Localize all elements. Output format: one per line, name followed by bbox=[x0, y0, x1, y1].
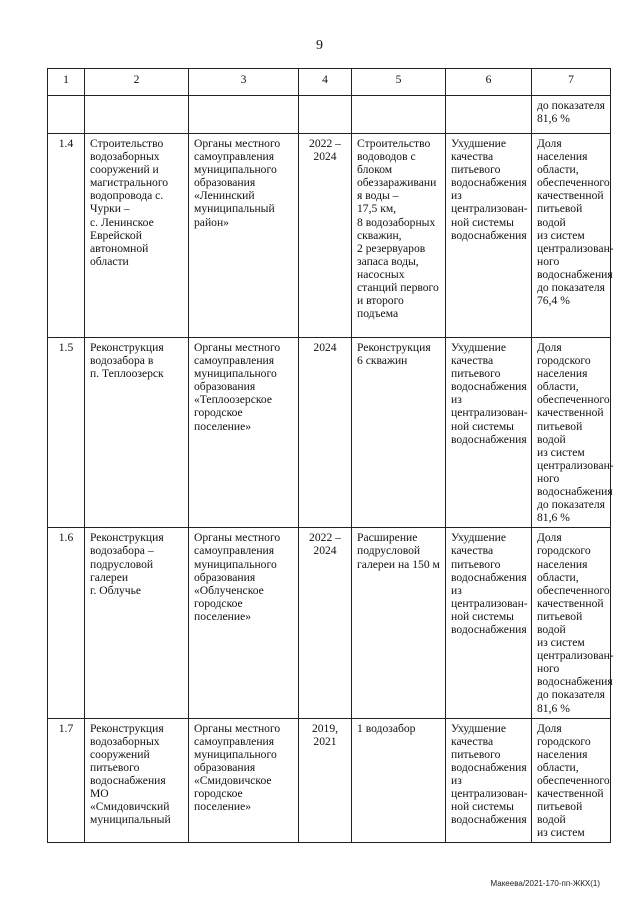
measure-name: Реконструкция водозабора в п. Теплоозерск bbox=[85, 338, 189, 528]
header-cell-2: 2 bbox=[85, 69, 189, 96]
measure-name: Реконструкция водозабора – подрусловой галереи г. Облучье bbox=[85, 528, 189, 718]
row-number: 1.7 bbox=[48, 718, 85, 843]
years: 2022 – 2024 bbox=[299, 134, 352, 338]
years: 2019, 2021 bbox=[299, 718, 352, 843]
table-row bbox=[48, 134, 611, 338]
row-number: 1.4 bbox=[48, 134, 85, 338]
consequence: Ухудшение качества питьевого водоснабжения из централизован- ной системы водоснабжения bbox=[446, 528, 532, 718]
header-cell-4: 4 bbox=[299, 69, 352, 96]
consequence: Ухудшение качества питьевого водоснабжения из централизован- ной системы водоснабжения bbox=[446, 134, 532, 338]
executor: Органы местного самоуправления муниципального образования «Облученское городское поселение» bbox=[189, 528, 299, 718]
page-number: 9 bbox=[316, 38, 323, 53]
work-description: Расширение подрусловой галереи на 150 м bbox=[352, 528, 446, 718]
measures-table bbox=[47, 68, 614, 843]
measure-name: Строительство водозаборных сооружений и магистрального водопровода с. Чурки – с. Ленинское Еврейской автономной области bbox=[85, 134, 189, 338]
cont-cell-3 bbox=[189, 96, 299, 134]
indicator: Доля городского населения области, обеспеченного качественной питьевой водой из систем bbox=[532, 718, 611, 843]
indicator: Доля городского населения области, обеспеченного качественной питьевой водой из систем централизован- ного водоснабжения до показателя 81,6 % bbox=[532, 528, 611, 718]
row-number: 1.5 bbox=[48, 338, 85, 528]
header-cell-5: 5 bbox=[352, 69, 446, 96]
document-code: Макеева/2021-170-пп-ЖКХ(1) bbox=[490, 879, 600, 888]
cont-cell-4 bbox=[299, 96, 352, 134]
cont-cell-7: до показателя 81,6 % bbox=[532, 96, 611, 134]
years: 2024 bbox=[299, 338, 352, 528]
header-cell-3: 3 bbox=[189, 69, 299, 96]
cont-cell-6 bbox=[446, 96, 532, 134]
executor: Органы местного самоуправления муниципального образования «Ленинский муниципальный район» bbox=[189, 134, 299, 338]
row-number: 1.6 bbox=[48, 528, 85, 718]
header-cell-6: 6 bbox=[446, 69, 532, 96]
table-row bbox=[48, 338, 611, 528]
work-description: 1 водозабор bbox=[352, 718, 446, 843]
work-description: Строительство водоводов с блоком обеззараживани я воды – 17,5 км, 8 водозаборных скважин, 2 резервуаров запаса воды, насосных станций первого и второго подъема bbox=[352, 134, 446, 338]
cont-cell-1 bbox=[48, 96, 85, 134]
executor: Органы местного самоуправления муниципального образования «Теплоозерское городское поселение» bbox=[189, 338, 299, 528]
header-cell-7: 7 bbox=[532, 69, 611, 96]
header-cell-1: 1 bbox=[48, 69, 85, 96]
consequence: Ухудшение качества питьевого водоснабжения из централизован- ной системы водоснабжения bbox=[446, 338, 532, 528]
cont-cell-2 bbox=[85, 96, 189, 134]
indicator: Доля городского населения области, обеспеченного качественной питьевой водой из систем централизован- ного водоснабжения до показателя 81,6 % bbox=[532, 338, 611, 528]
indicator: Доля населения области, обеспеченного качественной питьевой водой из систем централизован- ного водоснабжения до показателя 76,4 % bbox=[532, 134, 611, 338]
consequence: Ухудшение качества питьевого водоснабжения из централизован- ной системы водоснабжения bbox=[446, 718, 532, 843]
header-row bbox=[48, 69, 611, 96]
years: 2022 – 2024 bbox=[299, 528, 352, 718]
cont-cell-5 bbox=[352, 96, 446, 134]
table-row bbox=[48, 528, 611, 718]
work-description: Реконструкция 6 скважин bbox=[352, 338, 446, 528]
executor: Органы местного самоуправления муниципального образования «Смидовичское городское поселение» bbox=[189, 718, 299, 843]
table-row bbox=[48, 718, 611, 843]
continuation-row bbox=[48, 96, 611, 134]
measure-name: Реконструкция водозаборных сооружений питьевого водоснабжения МО «Смидовичский муниципальный bbox=[85, 718, 189, 843]
